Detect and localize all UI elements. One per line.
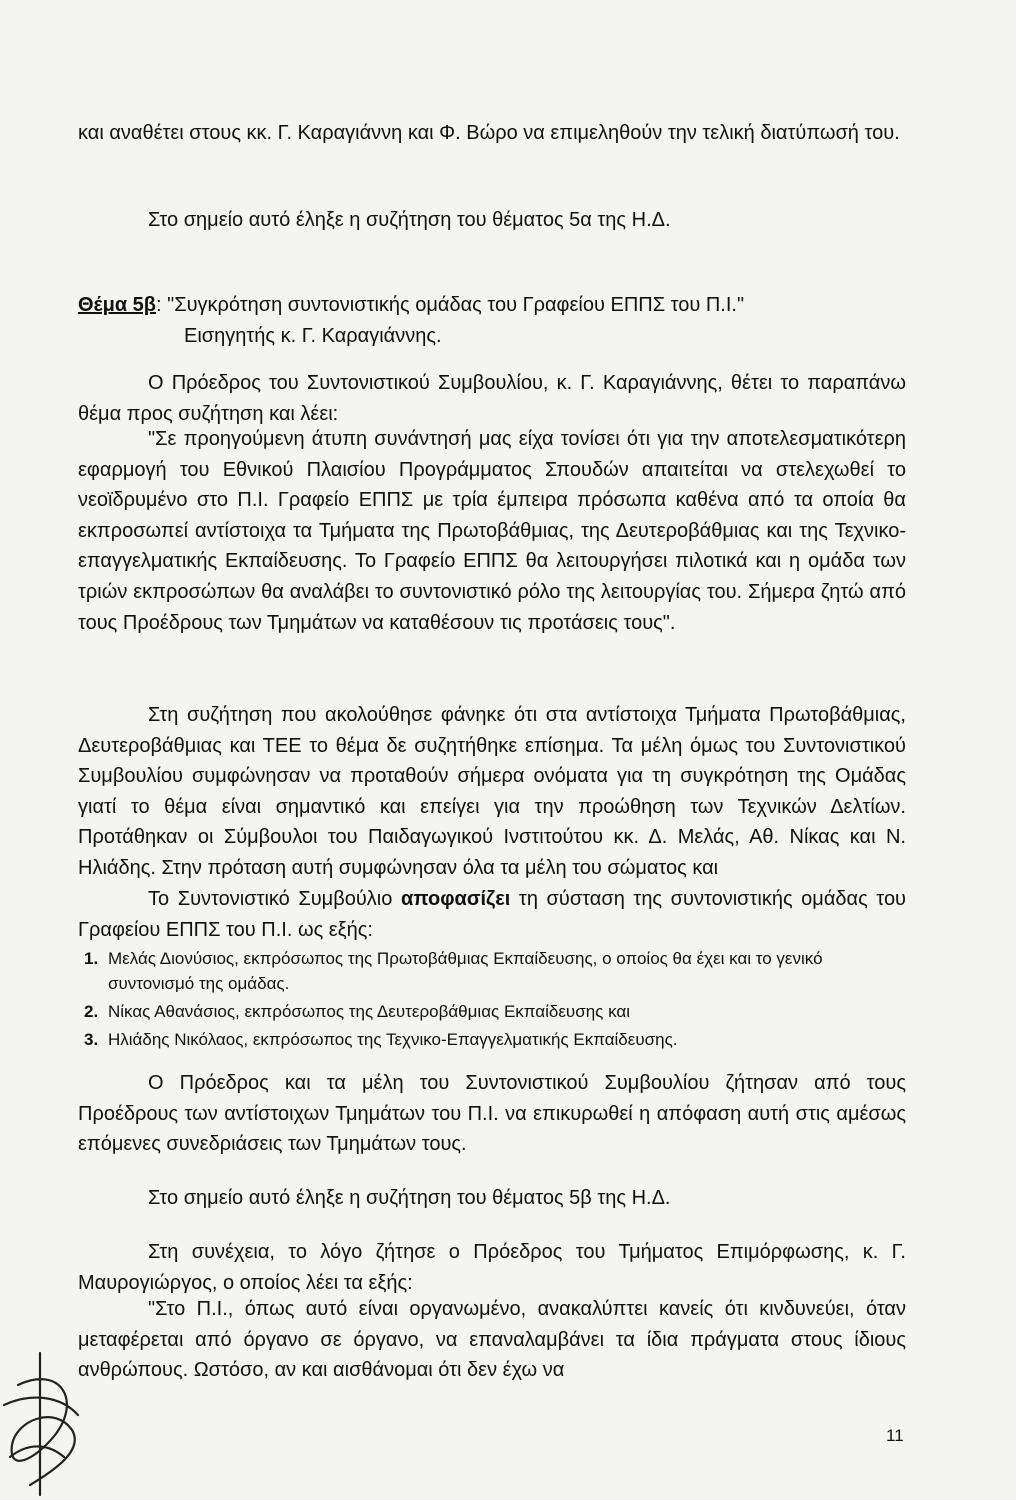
decision-post: τη σύσταση της συντονιστικής ομάδας του Γραφείου ΕΠΠΣ του Π.Ι. ως εξής: — [78, 888, 906, 941]
decision-pre: Το Συντονιστικό Συμβούλιο — [148, 888, 401, 910]
list-item-text: Μελάς Διονύσιος, εκπρόσωπος της Πρωτοβάθμιας Εκπαίδευσης, ο οποίος θα έχει και το γενικό συντονισμό της ομάδας. — [108, 949, 823, 993]
page-number: 11 — [886, 1426, 904, 1445]
paragraph-training-head: Στη συνέχεια, το λόγο ζήτησε ο Πρόεδρος του Τμήματος Επιμόρφωσης, κ. Γ. Μαυρογιώργος, ο οποίος λέει τα εξής: — [78, 1241, 906, 1294]
list-item-number: 3. — [84, 1030, 99, 1049]
paragraph-continuation: και αναθέτει στους κκ. Γ. Καραγιάννη και Φ. Βώρο να επιμεληθούν την τελική διατύπωσή του. — [78, 122, 900, 144]
signature-mark — [0, 1345, 90, 1500]
theme-title: : "Συγκρότηση συντονιστικής ομάδας του Γραφείου ΕΠΠΣ του Π.Ι." — [156, 294, 745, 316]
list-item-text: Νίκας Αθανάσιος, εκπρόσωπος της Δευτεροβάθμιας Εκπαίδευσης και — [108, 1002, 630, 1021]
paragraph-training-quote: "Στο Π.Ι., όπως αυτό είναι οργανωμένο, ανακαλύπτει κανείς ότι κινδυνεύει, όταν μεταφέρεται από όργανο σε όργανο, να επαναλαμβάνει τα ίδια πράγματα στους ίδιους ανθρώπους. Ωστόσο, αν και αισθάνομαι ότι δεν έχω να — [78, 1298, 906, 1382]
paragraph-decision — [78, 884, 906, 945]
paragraph-end-5b: Στο σημείο αυτό έληξε η συζήτηση του θέματος 5β της Η.Δ. — [148, 1187, 671, 1209]
list-item — [78, 946, 906, 996]
decision-keyword: αποφασίζει — [400, 888, 511, 910]
theme-heading — [78, 290, 906, 351]
paragraph-ratification: Ο Πρόεδρος και τα μέλη του Συντονιστικού Συμβουλίου ζήτησαν από τους Προέδρους των αντίστοιχων Τμημάτων του Π.Ι. να επικυρωθεί η απόφαση αυτή στις αμέσως επόμενες συνεδριάσεις των Τμημάτων τους. — [78, 1072, 906, 1156]
theme-rapporteur: Εισηγητής κ. Γ. Καραγιάννης. — [184, 324, 442, 347]
paragraph-president-intro: Ο Πρόεδρος του Συντονιστικού Συμβουλίου, κ. Γ. Καραγιάννης, θέτει το παραπάνω θέμα προς συζήτηση και λέει: — [78, 372, 906, 425]
paragraph-discussion: Στη συζήτηση που ακολούθησε φάνηκε ότι στα αντίστοιχα Τμήματα Πρωτοβάθμιας, Δευτεροβάθμιας και ΤΕΕ το θέμα δε συζητήθηκε επίσημα. Τα μέλη όμως του Συντονιστικού Συμβουλίου συμφώνησαν να προταθούν σήμερα ονόματα για τη συγκρότηση της Ομάδας γιατί το θέμα είναι σημαντικό και επείγει για την προώθηση των Τεχνικών Δελτίων. Προτάθηκαν οι Σύμβουλοι του Παιδαγωγικού Ινστιτούτου κκ. Δ. Μελάς, Αθ. Νίκας και Ν. Ηλιάδης. Στην πρόταση αυτή συμφώνησαν όλα τα μέλη του σώματος και — [78, 704, 906, 879]
list-item — [78, 1027, 906, 1052]
paragraph-president-quote: "Σε προηγούμενη άτυπη συνάντησή μας είχα τονίσει ότι για την αποτελεσματικότερη εφαρμογή του Εθνικού Πλαισίου Προγράμματος Σπουδών απαιτείται να στελεχωθεί το νεοϊδρυμένο στο Π.Ι. Γραφείο ΕΠΠΣ με τρία έμπειρα πρόσωπα καθένα από τα οποία θα εκπροσωπεί αντίστοιχα τα Τμήματα της Πρωτοβάθμιας, της Δευτεροβάθμιας και της Τεχνικο-επαγγελματικής Εκπαίδευσης. Το Γραφείο ΕΠΠΣ θα λειτουργήσει πιλοτικά και η ομάδα των τριών εκπροσώπων θα αναλάβει το συντονιστικό ρόλο της λειτουργίας του. Σήμερα ζητώ από τους Προέδρους των Τμημάτων να καταθέσουν τις προτάσεις τους". — [78, 428, 906, 634]
members-list — [78, 946, 906, 1055]
theme-label: Θέμα 5β — [78, 294, 156, 316]
list-item-number: 2. — [84, 1002, 99, 1021]
list-item-text: Ηλιάδης Νικόλαος, εκπρόσωπος της Τεχνικο-Επαγγελματικής Εκπαίδευσης. — [108, 1030, 678, 1049]
list-item — [78, 999, 906, 1024]
list-item-number: 1. — [84, 949, 99, 968]
paragraph-end-5a: Στο σημείο αυτό έληξε η συζήτηση του θέματος 5α της Η.Δ. — [148, 209, 671, 231]
